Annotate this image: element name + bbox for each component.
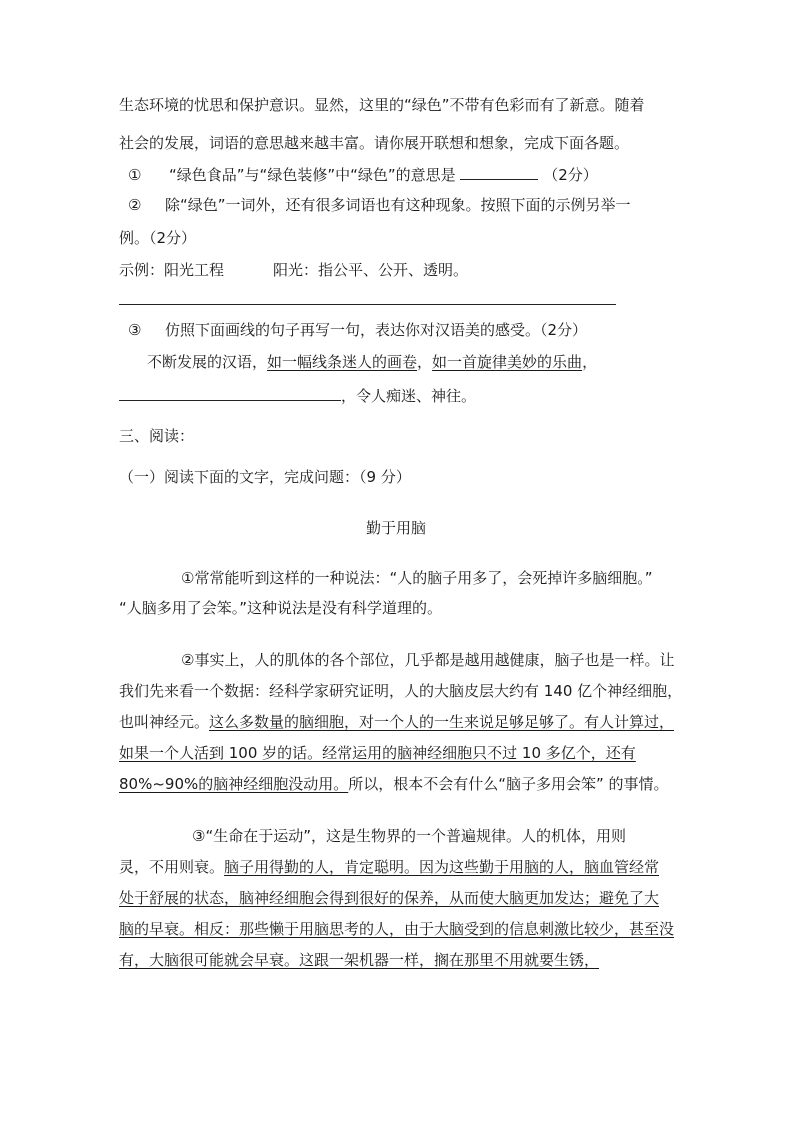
answer-line-2[interactable] bbox=[119, 304, 616, 305]
question-1-points: （2分） bbox=[543, 166, 598, 184]
paragraph-3-line-2 bbox=[119, 857, 659, 877]
sub-heading: （一）阅读下面的文字，完成问题：（9 分） bbox=[119, 468, 411, 486]
paragraph-2-line-3 bbox=[119, 712, 674, 732]
article-title: 勤于用脑 bbox=[366, 519, 427, 537]
example-gloss: 阳光：指公平、公开、透明。 bbox=[273, 261, 469, 279]
question-2 bbox=[128, 195, 631, 215]
question-2-text: 除“绿色”一词外，还有很多词语也有这种现象。按照下面的示例另举一 bbox=[165, 196, 631, 214]
paragraph-2-plain-text: 也叫神经元。 bbox=[119, 713, 210, 731]
underlined-phrase-1: 如一幅线条迷人的画卷 bbox=[267, 353, 418, 371]
paragraph-1-line-2: “人脑多用了会笨。”这种说法是没有科学道理的。 bbox=[119, 599, 443, 617]
paragraph-2-plain-text: 所以，根本不会有什么“脑子多用会笨” 的事情。 bbox=[348, 775, 669, 793]
model-sentence bbox=[147, 352, 597, 372]
comma: ， bbox=[417, 353, 433, 371]
paragraph-3-line-5: 有，大脑很可能就会早衰。这跟一架机器一样，搁在那里不用就要生锈， bbox=[119, 951, 600, 969]
intro-line-1: 生态环境的忧思和保护意识。显然，这里的“绿色”不带有色彩而有了新意。随着 bbox=[119, 96, 645, 114]
question-1-number: ① bbox=[128, 166, 142, 184]
paragraph-2-line-5 bbox=[119, 774, 669, 794]
paragraph-1-line-1: ①常常能听到这样的一种说法：“人的脑子用多了，会死掉许多脑细胞。” bbox=[181, 569, 653, 587]
model-sentence-end: ，令人痴迷、神往。 bbox=[341, 387, 477, 405]
question-2-line-2: 例。（2分） bbox=[119, 229, 197, 247]
question-3 bbox=[128, 320, 587, 340]
paragraph-2-line-4: 如果一个人活到 100 岁的话。经常运用的脑神经细胞只不过 10 多亿个，还有 bbox=[119, 744, 636, 762]
paragraph-3-line-4: 脑的早衰。相反：那些懒于用脑思考的人，由于大脑受到的信息刺激比较少，甚至没 bbox=[119, 920, 675, 938]
comma: ， bbox=[582, 353, 598, 371]
answer-blank-1[interactable] bbox=[460, 163, 538, 180]
question-3-number: ③ bbox=[128, 321, 142, 339]
paragraph-3-line-3: 处于舒展的状态，脑神经细胞会得到很好的保养，从而使大脑更加发达；避免了大 bbox=[119, 889, 660, 907]
question-1 bbox=[128, 163, 598, 185]
model-sentence-prefix: 不断发展的汉语， bbox=[147, 353, 268, 371]
paragraph-2-line-2: 我们先来看一个数据：经科学家研究证明，人的大脑皮层大约有 140 亿个神经细胞， bbox=[119, 682, 683, 700]
paragraph-2-line-1: ②事实上，人的肌体的各个部位，几乎都是越用越健康，脑子也是一样。让 bbox=[181, 651, 675, 669]
section-heading: 三、阅读： bbox=[119, 427, 195, 445]
intro-line-2: 社会的发展，词语的意思越来越丰富。请你展开联想和想象，完成下面各题。 bbox=[119, 134, 630, 152]
underlined-passage: 这么多数量的脑细胞，对一个人的一生来说足够足够了。有人计算过， bbox=[209, 713, 675, 731]
underlined-passage: 脑子用得勤的人，肯定聪明。因为这些勤于用脑的人，脑血管经常 bbox=[224, 858, 660, 876]
question-2-number: ② bbox=[128, 196, 142, 214]
question-1-text: “绿色食品”与“绿色装修”中“绿色”的意思是 bbox=[169, 166, 456, 184]
answer-blank-3[interactable] bbox=[119, 384, 341, 401]
paragraph-3-plain-text: 灵，不用则衰。 bbox=[119, 858, 225, 876]
question-3-text: 仿照下面画线的句子再写一句，表达你对汉语美的感受。（2分） bbox=[165, 321, 588, 339]
underlined-passage: 80%~90%的脑神经细胞没动用。 bbox=[119, 775, 349, 793]
example-label: 示例：阳光工程 bbox=[119, 261, 225, 279]
answer-line-3 bbox=[119, 384, 476, 406]
paragraph-3-line-1: ③“生命在于运动”，这是生物界的一个普遍规律。人的机体，用则 bbox=[192, 827, 626, 845]
underlined-phrase-2: 如一首旋律美妙的乐曲 bbox=[432, 353, 583, 371]
